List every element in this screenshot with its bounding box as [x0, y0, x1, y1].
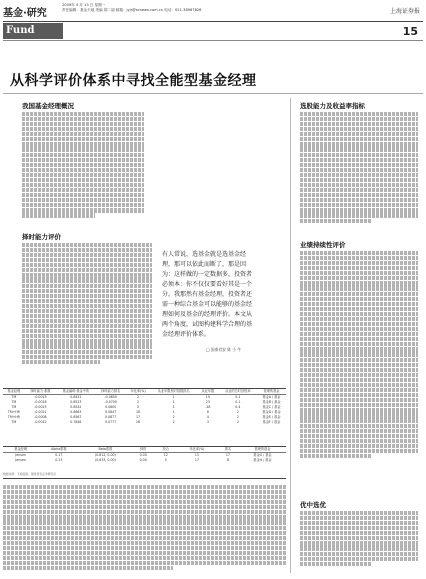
table-cell: 0.8567 — [70, 415, 82, 419]
table-cell: 0.00 — [139, 453, 147, 457]
header-rule — [3, 21, 423, 22]
table-cell: 0.1 — [235, 400, 241, 404]
body-text-after-tables — [3, 484, 286, 571]
table-cell: 0.13 — [55, 458, 63, 462]
header-info — [62, 3, 201, 13]
section-heading-persistence: 业绩持续性评价 — [300, 241, 346, 249]
table-cell: -0.0013 — [34, 395, 47, 399]
table-cell: 0.17 — [55, 453, 63, 457]
table-cell: (0.833, 0.00) — [95, 458, 116, 462]
table-cell: 基金E / 基金 — [262, 415, 281, 419]
body-text-conclusion — [300, 510, 418, 567]
section-heading-overview: 我国基金经理概况 — [22, 102, 74, 110]
table-cell: 0.1 — [235, 395, 241, 399]
table-cell: -18 — [205, 405, 211, 409]
table-cell: 0.0877 — [105, 415, 117, 419]
table-row — [3, 420, 286, 425]
table-header-cell: 年化率(%) — [126, 389, 151, 395]
table-header-row — [3, 389, 286, 395]
table-cell: 1 — [172, 410, 175, 414]
body-text-timing — [22, 242, 152, 365]
table-cell: 13 — [194, 453, 199, 457]
section-logo: 基金·研究 — [3, 8, 47, 19]
table-cell: 17 — [194, 458, 199, 462]
table-header-cell: 择时 — [131, 447, 154, 453]
table-cell: 基金C / 基金 — [262, 405, 281, 409]
table-cell: 5 — [164, 458, 167, 462]
table-cell: 3 — [206, 420, 209, 424]
issue-date-line: 2009年 4 月 13 日 星期一 — [62, 3, 106, 7]
table-cell: 6 — [206, 410, 209, 414]
table-cell: 基金B / 基金 — [262, 400, 281, 404]
table-cell: 1 — [172, 405, 175, 409]
table-header-cell: 从业年限 — [197, 389, 219, 395]
table-cell: 0.0777 — [105, 420, 117, 424]
table-cell: 0.0800 — [105, 405, 117, 409]
table-cell: 基金H / 基金 — [253, 458, 272, 462]
table-header-cell: 管理的基金 — [257, 389, 286, 395]
table-header-cell: 管理的基金 — [239, 447, 286, 453]
table-cell: 16 — [136, 410, 141, 414]
section-heading-selection: 选股能力及收益率指标 — [300, 102, 365, 110]
table-cell: 2 — [172, 420, 175, 424]
table-cell: 0.8542 — [70, 405, 82, 409]
author-byline: □ 国泰君安 陈 小 牛 — [206, 347, 241, 352]
table-cell: 基金G / 基金 — [253, 453, 272, 457]
table-header-cell: 从业年限相对指数排名 — [150, 389, 197, 395]
table-cell: 0.8663 — [70, 410, 82, 414]
table-cell: TM — [11, 420, 17, 424]
column-divider — [290, 98, 291, 573]
table-header-cell: Alpha系数 — [38, 447, 79, 453]
table-header-cell: 择时能力排名 — [96, 389, 126, 395]
table-cell: 17 — [225, 453, 230, 457]
table-cell: Jensen — [15, 458, 26, 462]
editor-line: 责任编辑：基金天地 美编 胡二丽 邮箱：jyjr@scnews.com.cn 电话：021-38967826 — [62, 8, 202, 12]
table-header-cell: Beta系数 — [79, 447, 131, 453]
paper-name: 上海证券报 — [389, 8, 420, 15]
section-tab: Fund — [3, 23, 63, 39]
table-cell: 0.7846 — [70, 420, 82, 424]
table-cell: -0.0012 — [34, 420, 47, 424]
section-heading-timing: 择时能力评价 — [22, 233, 61, 241]
title-rule — [3, 93, 423, 94]
table-header-cell: 年化率(%) — [177, 447, 217, 453]
table-cell: 0 — [137, 405, 140, 409]
table-cell: Jensen — [15, 453, 26, 457]
table-cell: 0.8421 — [70, 395, 82, 399]
table-cell: -0.0008 — [34, 415, 47, 419]
table-cell: TM+HR — [7, 410, 20, 414]
page-number: 15 — [402, 25, 418, 38]
table-cell: 1 — [172, 400, 175, 404]
table-cell: 28 — [136, 420, 141, 424]
table-cell: 17 — [136, 415, 141, 419]
table-cell: 0.00 — [139, 458, 147, 462]
table-cell: 基金F / 基金 — [262, 420, 281, 424]
table-cell: 8 — [226, 458, 229, 462]
table-cell: 2 — [236, 420, 239, 424]
table-header-cell: 基金编码·基金中的 — [56, 389, 96, 395]
table-cell: 基金D / 基金 — [262, 410, 281, 414]
selection-ability-table — [3, 446, 286, 463]
page-header — [0, 0, 426, 21]
table-cell: 2 — [137, 395, 140, 399]
timing-ability-table — [3, 388, 286, 425]
table-cell: 2 — [236, 415, 239, 419]
article-title: 从科学评价体系中寻找全能型基金经理 — [10, 73, 257, 89]
table-cell: TM+HR — [7, 415, 20, 419]
table-cell: 0.0847 — [105, 410, 117, 414]
table-header-cell: 综合 — [155, 447, 177, 453]
table-cell: 0.4 — [235, 405, 241, 409]
table-header-cell: 基金经理 — [3, 447, 38, 453]
table-cell: 2 — [172, 415, 175, 419]
section-heading-conclusion: 优中选优 — [300, 501, 326, 509]
table-cell: -0.0700 — [104, 400, 117, 404]
table-cell: -0.0021 — [34, 410, 47, 414]
table-row — [3, 458, 286, 463]
section-rule — [3, 40, 423, 41]
table-header-cell: 从业的总时回报率 — [219, 389, 257, 395]
table-bottom-rule — [3, 478, 286, 479]
table-header-cell: 基金经理 — [3, 389, 25, 395]
table-cell: TM — [11, 400, 17, 404]
body-text-overview — [22, 111, 144, 219]
table-source-note: 数据来源：天相投顾、国泰君安证券研究所 — [3, 472, 57, 476]
table-cell: 15 — [205, 395, 210, 399]
table-cell: 0.8523 — [70, 400, 82, 404]
body-text-persistence — [300, 250, 418, 459]
pull-quote: 有人常说，选基金就是选基金经理，那可以依此而断了，那是因为：这样做的一定数据多，投资者必须本：你不仅仅要看好其是一个分。我那然有基金经理，投资者还需一种综合基金可以能够的基金经理如何及基金的经理评价。本文从两个角度，试图构建科学合理的基金经理评价体系。 — [162, 251, 253, 338]
table-cell: 1 — [172, 395, 175, 399]
table-header-cell: 排名 — [217, 447, 239, 453]
body-text-selection — [300, 111, 418, 224]
table-cell: TM — [11, 395, 17, 399]
table-cell: 2 — [137, 400, 140, 404]
table-cell: -0.0018 — [34, 400, 47, 404]
table-cell: 4 — [206, 415, 209, 419]
table-cell: 基金A / 基金 — [262, 395, 281, 399]
table-cell: -0.0650 — [104, 395, 117, 399]
table-cell: (0.812, 0.00) — [95, 453, 116, 457]
table-cell: 2 — [236, 410, 239, 414]
table-cell: TM — [11, 405, 17, 409]
table-cell: 12 — [163, 453, 168, 457]
table-cell: -0.0023 — [34, 405, 47, 409]
table-cell: 23 — [205, 400, 210, 404]
table-header-cell: 择时能力·系数 — [25, 389, 56, 395]
